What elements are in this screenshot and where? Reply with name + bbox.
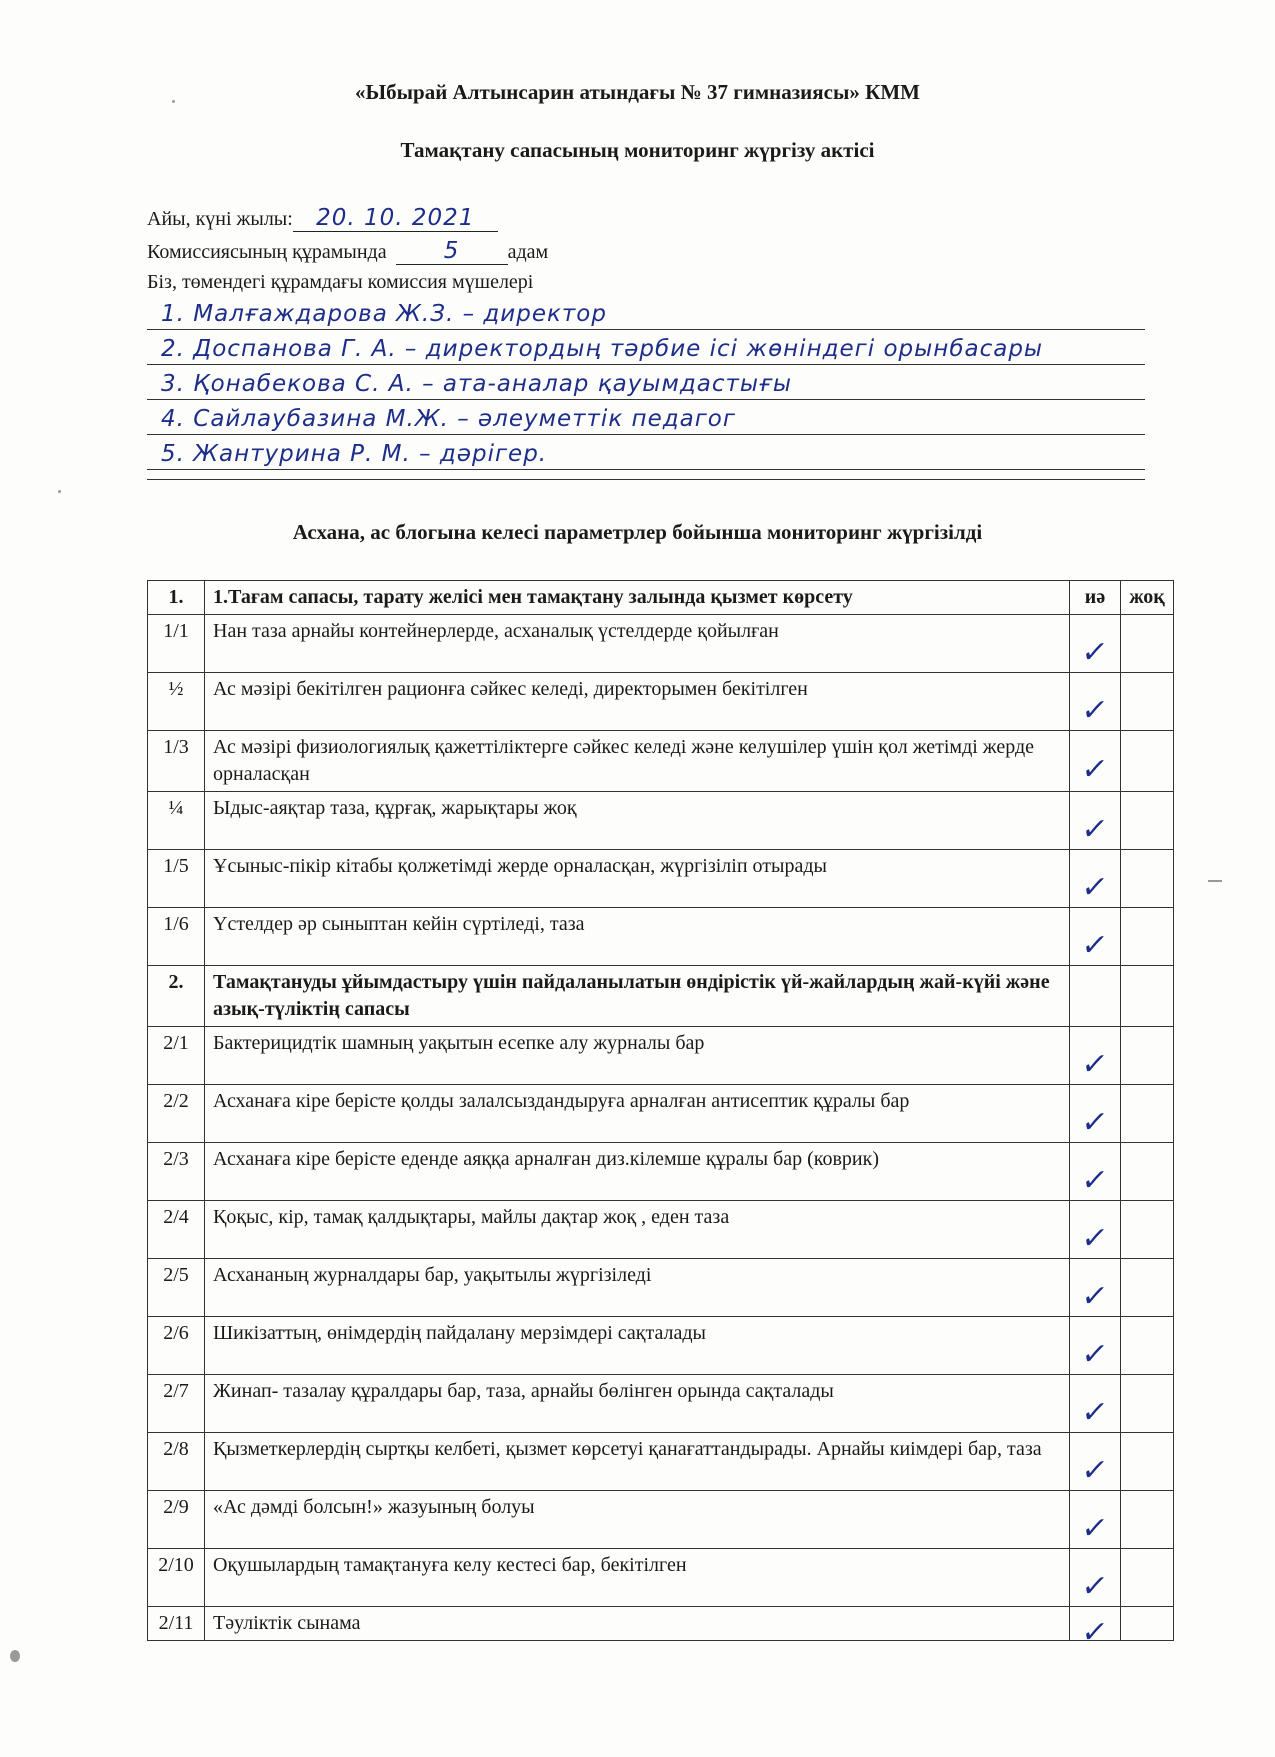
row-criterion: Ас мәзірі бекітілген рационға сәйкес келеді, директорымен бекітілген bbox=[205, 673, 1070, 731]
row-criterion: Жинап- тазалау құралдары бар, таза, арнайы бөлінген орында сақталады bbox=[205, 1375, 1070, 1433]
row-criterion: Асханаға кіре берісте еденде аяққа арналған диз.кілемше құралы бар (коврик) bbox=[205, 1143, 1070, 1201]
row-criterion: «Ас дәмді болсын!» жазуының болуы bbox=[205, 1491, 1070, 1549]
row-criterion: Қызметкерлердің сыртқы келбеті, қызмет көрсетуі қанағаттандырады. Арнайы киімдері бар, таза bbox=[205, 1433, 1070, 1491]
row-no-cell bbox=[1121, 1027, 1174, 1085]
checkmark-icon: ✓ bbox=[1079, 1278, 1111, 1314]
member-line: 3. Қонабекова С. А. – ата-аналар қауымдастығы bbox=[147, 366, 1145, 400]
row-number: 2/3 bbox=[148, 1143, 205, 1201]
row-no-cell bbox=[1121, 1375, 1174, 1433]
header-no: жоқ bbox=[1121, 581, 1174, 615]
scan-speck bbox=[58, 490, 61, 493]
table-row bbox=[148, 1317, 1174, 1375]
row-no-cell bbox=[1121, 1143, 1174, 1201]
checkmark-icon: ✓ bbox=[1079, 634, 1111, 670]
row-yes-cell bbox=[1070, 1433, 1121, 1491]
checkmark-icon: ✓ bbox=[1079, 1220, 1111, 1256]
scan-speck bbox=[10, 1650, 20, 1662]
row-yes-cell bbox=[1070, 673, 1121, 731]
row-number: 2/8 bbox=[148, 1433, 205, 1491]
table-row bbox=[148, 792, 1174, 850]
table-row bbox=[148, 615, 1174, 673]
checkmark-icon: ✓ bbox=[1079, 1614, 1111, 1650]
date-label: Айы, күні жылы: bbox=[147, 208, 293, 230]
commission-label: Комиссиясының құрамында bbox=[147, 241, 387, 263]
row-no-cell bbox=[1121, 1317, 1174, 1375]
row-no-cell bbox=[1121, 1549, 1174, 1607]
date-value: 20. 10. 2021 bbox=[316, 205, 475, 231]
checkmark-icon: ✓ bbox=[1079, 927, 1111, 963]
row-no-cell bbox=[1121, 1201, 1174, 1259]
table-row bbox=[148, 1085, 1174, 1143]
row-no-cell bbox=[1121, 1085, 1174, 1143]
table-row bbox=[148, 1201, 1174, 1259]
row-criterion: Нан таза арнайы контейнерлерде, асханалық үстелдерде қойылған bbox=[205, 615, 1070, 673]
row-no-cell bbox=[1121, 1433, 1174, 1491]
table-row bbox=[148, 1375, 1174, 1433]
table-row bbox=[148, 850, 1174, 908]
row-criterion: Асханаға кіре берісте қолды залалсыздандыруға арналған антисептик құралы бар bbox=[205, 1085, 1070, 1143]
document-title: Тамақтану сапасының мониторинг жүргізу актісі bbox=[400, 138, 875, 162]
row-yes-cell bbox=[1070, 615, 1121, 673]
row-no-cell bbox=[1121, 966, 1174, 1027]
checkmark-icon: ✓ bbox=[1079, 1452, 1111, 1488]
monitoring-table bbox=[147, 580, 1174, 1650]
row-number: 2/2 bbox=[148, 1085, 205, 1143]
member-line-empty bbox=[147, 471, 1145, 480]
row-no-cell bbox=[1121, 1607, 1174, 1641]
checkmark-icon: ✓ bbox=[1079, 1336, 1111, 1372]
row-number: 1/6 bbox=[148, 908, 205, 966]
header-yes: иә bbox=[1070, 581, 1121, 615]
row-criterion: Асхананың журналдары бар, уақытылы жүргізіледі bbox=[205, 1259, 1070, 1317]
checkmark-icon: ✓ bbox=[1079, 1394, 1111, 1430]
row-yes-cell bbox=[1070, 1085, 1121, 1143]
row-number: 2/4 bbox=[148, 1201, 205, 1259]
row-criterion: Үстелдер әр сыныптан кейін сүртіледі, таза bbox=[205, 908, 1070, 966]
row-yes-cell bbox=[1070, 1259, 1121, 1317]
commission-row bbox=[147, 238, 548, 265]
row-yes-cell bbox=[1070, 850, 1121, 908]
checkmark-icon: ✓ bbox=[1079, 752, 1111, 787]
checkmark-icon: ✓ bbox=[1079, 811, 1111, 847]
row-number: 2/1 bbox=[148, 1027, 205, 1085]
table-row bbox=[148, 1027, 1174, 1085]
row-yes-cell bbox=[1070, 792, 1121, 850]
row-number: ¼ bbox=[148, 792, 205, 850]
row-criterion: Оқушылардың тамақтануға келу кестесі бар, бекітілген bbox=[205, 1549, 1070, 1607]
table-section-row bbox=[148, 966, 1174, 1027]
member-line: 4. Сайлаубазина М.Ж. – әлеуметтік педагог bbox=[147, 401, 1145, 435]
row-no-cell bbox=[1121, 850, 1174, 908]
row-criterion: Ас мәзірі физиологиялық қажеттіліктерге сәйкес келеді және келушілер үшін қол жетімді жерде орналасқан bbox=[205, 731, 1070, 792]
row-yes-cell bbox=[1070, 731, 1121, 792]
row-yes-cell bbox=[1070, 1027, 1121, 1085]
row-criterion: Тамақтануды ұйымдастыру үшін пайдаланылатын өндірістік үй-жайлардың жай-күйі және азық-түліктің сапасы bbox=[205, 966, 1070, 1027]
table-row bbox=[148, 1259, 1174, 1317]
row-no-cell bbox=[1121, 908, 1174, 966]
row-no-cell bbox=[1121, 1491, 1174, 1549]
members-intro: Біз, төмендегі құрамдағы комиссия мүшелері bbox=[147, 271, 534, 293]
row-yes-cell bbox=[1070, 1607, 1121, 1650]
checkmark-icon: ✓ bbox=[1079, 1046, 1111, 1082]
section-heading: Асхана, ас блогына келесі параметрлер бойынша мониторинг жүргізілді bbox=[292, 520, 983, 544]
row-no-cell bbox=[1121, 1259, 1174, 1317]
row-criterion: Ыдыс-аяқтар таза, құрғақ, жарықтары жоқ bbox=[205, 792, 1070, 850]
row-number: 2/5 bbox=[148, 1259, 205, 1317]
header-num: 1. bbox=[148, 581, 205, 615]
scan-speck bbox=[1208, 880, 1222, 882]
member-line: 5. Жантурина Р. М. – дәрігер. bbox=[147, 436, 1145, 470]
checkmark-icon: ✓ bbox=[1079, 1568, 1111, 1604]
row-yes-cell bbox=[1070, 908, 1121, 966]
table-row bbox=[148, 1491, 1174, 1549]
checkmark-icon: ✓ bbox=[1079, 1104, 1111, 1140]
row-number: 2/6 bbox=[148, 1317, 205, 1375]
table-row bbox=[148, 1549, 1174, 1607]
member-line: 1. Малғаждарова Ж.З. – директор bbox=[147, 296, 1145, 330]
table-row bbox=[148, 673, 1174, 731]
row-yes-cell bbox=[1070, 1549, 1121, 1607]
checkmark-icon: ✓ bbox=[1079, 1162, 1111, 1198]
row-number: 1/3 bbox=[148, 731, 205, 792]
row-number: 2/11 bbox=[148, 1607, 205, 1641]
row-number: 1/5 bbox=[148, 850, 205, 908]
row-yes-cell bbox=[1070, 1317, 1121, 1375]
row-criterion: Ұсыныс-пікір кітабы қолжетімді жерде орналасқан, жүргізіліп отырады bbox=[205, 850, 1070, 908]
row-yes-cell bbox=[1070, 966, 1121, 1027]
row-yes-cell bbox=[1070, 1375, 1121, 1433]
row-no-cell bbox=[1121, 615, 1174, 673]
header-title: 1.Тағам сапасы, тарату желісі мен тамақтану залында қызмет көрсету bbox=[205, 581, 1070, 615]
row-yes-cell bbox=[1070, 1201, 1121, 1259]
row-criterion: Қоқыс, кір, тамақ қалдықтары, майлы дақтар жоқ , еден таза bbox=[205, 1201, 1070, 1259]
commission-suffix: адам bbox=[507, 241, 549, 263]
date-row bbox=[147, 205, 498, 232]
row-number: 2/7 bbox=[148, 1375, 205, 1433]
row-number: ½ bbox=[148, 673, 205, 731]
row-number: 2/9 bbox=[148, 1491, 205, 1549]
table-header-row bbox=[148, 581, 1174, 615]
row-no-cell bbox=[1121, 673, 1174, 731]
row-number: 1/1 bbox=[148, 615, 205, 673]
table-row bbox=[148, 731, 1174, 792]
row-criterion: Бактерицидтік шамның уақытын есепке алу журналы бар bbox=[205, 1027, 1070, 1085]
checkmark-icon: ✓ bbox=[1079, 869, 1111, 905]
row-yes-cell bbox=[1070, 1143, 1121, 1201]
checkmark-icon: ✓ bbox=[1079, 1510, 1111, 1546]
commission-count: 5 bbox=[443, 238, 460, 264]
table-row bbox=[148, 1143, 1174, 1201]
row-no-cell bbox=[1121, 792, 1174, 850]
row-criterion: Шикізаттың, өнімдердің пайдалану мерзімдері сақталады bbox=[205, 1317, 1070, 1375]
row-number: 2. bbox=[148, 966, 205, 1027]
table-row bbox=[148, 908, 1174, 966]
table-row bbox=[148, 1607, 1174, 1641]
member-line: 2. Доспанова Г. А. – директордың тәрбие ісі жөніндегі орынбасары bbox=[147, 331, 1145, 365]
table-row bbox=[148, 1433, 1174, 1491]
row-yes-cell bbox=[1070, 1491, 1121, 1549]
org-title: «Ыбырай Алтынсарин атындағы № 37 гимназиясы» КММ bbox=[355, 80, 920, 104]
checkmark-icon: ✓ bbox=[1079, 692, 1111, 728]
row-criterion: Тәуліктік сынама bbox=[205, 1607, 1070, 1641]
row-number: 2/10 bbox=[148, 1549, 205, 1607]
row-no-cell bbox=[1121, 731, 1174, 792]
